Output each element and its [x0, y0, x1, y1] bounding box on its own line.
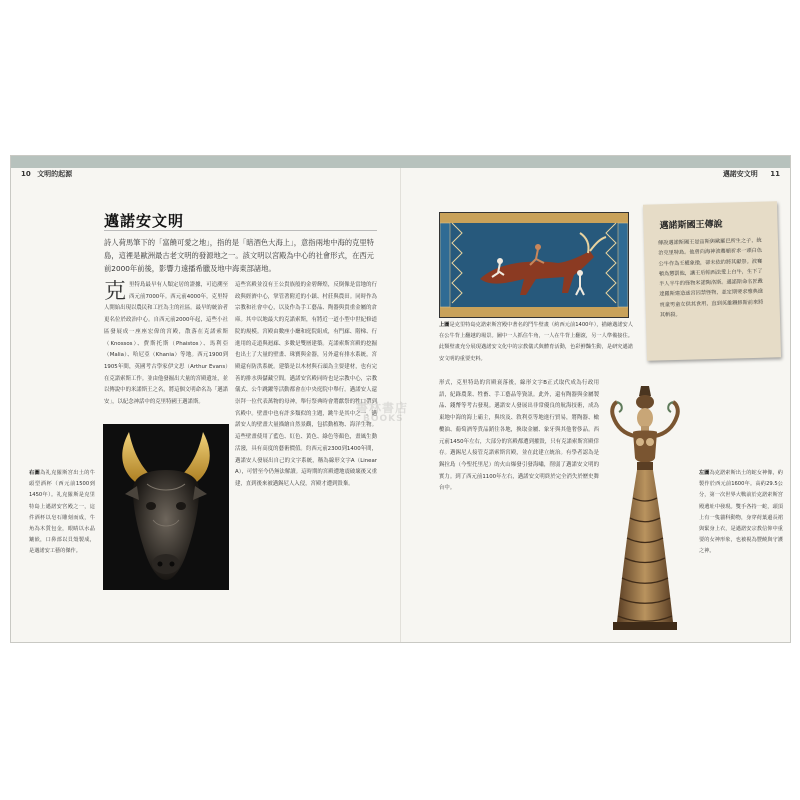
snake-goddess-image — [603, 378, 687, 634]
right-page-number: 11 — [770, 170, 780, 178]
sidebar-text: 傳說邁諾斯國王是宙斯與歐羅巴所生之子，統治克里特島。他曾向海神波賽頓祈求一頭白色公牛作為王權象徵，卻未依約將其獻祭。波賽頓為懲罰他，讓王后帕西法愛上白牛，生下了半人半牛的怪物米諾陶洛斯。邁諾斯命名匠戴達羅斯建造迷宮囚禁怪物，並定期要求雅典進貢童男童女供其食用，直到英雄鐵修斯前來將其斬殺。 — [657, 237, 764, 319]
column-3-text: 形式，克里特島的宮殿衰落後，線形文字B正式取代成為行政用語，紀錄農業、牲畜、手工藝品等資訊。此外，還有陶器與金屬製品、錢幣等考古發現。邁諾安人發展出非常優良的航海技術，成為東地中海的海上霸主，與埃及、敘利亞等地進行貿易，將陶器、橄欖油、葡萄酒等貨品銷往各地，換取金屬、象牙與其他奢侈品。西元前1450年左右，大部分的宮殿都遭到摧毀，只有克諾索斯宮殿倖存。邁錫尼人接管克諾索斯宮殿，並在此建立統治。有學者認為是錫拉島（今聖托里尼）的火山爆發引發海嘯，削弱了邁諾安文明的實力。到了西元前1100年左右，邁諾安文明終於完全消失於歷史舞台中。 — [439, 380, 599, 492]
drop-cap: 克 — [104, 280, 127, 304]
bull-caption — [29, 468, 95, 590]
bull-head-illustration — [103, 424, 229, 590]
left-page-number: 10 — [21, 170, 31, 178]
article-title: 邁諾安文明 — [104, 212, 185, 230]
column-2-text: 這些宮殿並沒有王公貴族般的金碧輝煌，反倒像是當地的行政與經濟中心，掌管著附近的小鎮、村莊與農田。同時作為宗教和社會中心，以及作為手工藝品、陶器與貴重金屬的倉庫。其中以地最大的克諾索斯，有將近一道小型中世紀修道院的規模。宮殿由數座小廳和庭院組成，有門廊、階梯、行進用的走道與迴廊、多數是雙層建築。克諾索斯宮殿的挖掘也出土了大量的壁畫、珠寶與金器，另外還有排水系統，宮殿還有防洪系統。建築是以木材與石頭為主要建材，也有完善的排水與儲藏空間。邁諾安宮殿同時也是宗教中心，宗教儀式、公牛跳躍等活動都會在中央庭院中舉行。邁諾安人還崇拜一位代表萬物的母神，舉行祭典時會將獻祭的牲口帶到宮殿中。壁畫中也有許多類似的主題，跳牛是其中之一。邁諾安人的壁畫大量描繪自然景觀，包括動植物、海洋生物。這些壁畫使用了藍色、紅色、黃色、綠色等顏色，畫風生動活潑，具有高度的藝術價值。約西元前2300到1400年間，邁諾安人發展出自己的文字系統，稱為線形文字A（Linear A），可惜至今仍無法解讀。這時期的宮殿遭地震破壞後又重建，直到後來被邁錫尼人入侵，宮殿才遭到毀棄。 — [235, 282, 377, 487]
fresco-caption — [439, 320, 633, 366]
right-header — [723, 170, 780, 179]
snake-goddess-caption — [699, 468, 783, 628]
bull-head-rhyton-image — [103, 424, 229, 590]
snake-goddess-illustration — [603, 378, 687, 634]
fresco-illustration — [440, 213, 628, 317]
fresco-caption-text: 是克里特島克諾索斯宮殿中著名的鬥牛壁畫（約西元前1400年），描繪邁諾安人在公牛背上翻越的場景。圖中一人抓住牛角，一人在牛背上翻滾，另一人準備接住。此類壁畫充分展現邁諾安文化中的宗教儀式與體育活動，色彩鮮豔生動，是研究邁諾安文明的重要史料。 — [439, 322, 633, 362]
sidebar-title: 邁諾斯國王傳說 — [659, 219, 723, 232]
bull-caption-text: 為礼克羅斯宮出土的牛頭型酒杯（西元前1500到1450年）。礼克羅斯是克里特島上邁諾安宮殿之一，這件酒杯以皂石雕刻而成，牛角為木質包金，眼睛以水晶鑲嵌，口鼻部以貝殼製成，是邁諾安工藝的傑作。 — [29, 470, 95, 555]
fresco-caption-label: 上圖 — [439, 322, 450, 328]
article-intro: 詩人荷馬筆下的「富饒可愛之地」，指的是「暗酒色大海上」，意指兩地中海的克里特島，這裡是歐洲最古老文明的發源地之一。該文明以宮殿為中心的社會形式，在西元前2000年前後，影響力遠播希臘及地中海東部諸地。 — [104, 238, 374, 273]
watermark-2: BOOKS — [363, 414, 404, 424]
king-minos-sidebar — [643, 201, 781, 360]
text-column-2 — [235, 280, 377, 624]
goddess-caption-label: 左圖 — [699, 470, 710, 476]
book-spread — [10, 155, 791, 643]
title-divider — [104, 230, 377, 231]
bull-caption-label: 右圖 — [29, 470, 41, 476]
goddess-caption-text: 為克諾索斯出土的蛇女神像，約製作於西元前1600年。高約29.5公分，第一次世界大戰前於克諾索斯宮殿遺址中發現。雙手各持一蛇，頭頂上有一隻貓科動物，身穿荷葉邊長裙與緊身上衣，是邁諾安宗教信仰中重要的女神形象，也被視為豐饒與守護之神。 — [699, 470, 783, 555]
left-header — [21, 170, 72, 179]
bull-leaping-fresco-image — [439, 212, 629, 318]
watermark-1: 書林書店 — [356, 401, 409, 415]
left-section-title: 文明的起源 — [37, 170, 73, 178]
text-column-1 — [104, 280, 228, 412]
column-1-text: 里特島最早有人類定居的證據，可追溯至西元前7000年。西元前4000年，克里特人開始出現以農民和工匠為主的社區。最早的統治者更名位於政治中心。自西元前2000年起，這些小社區發展成一座座宏偉的宮殿，散落在克諾索斯（Knossos）、費斯托斯（Phaistos）、馬利亞（Malia）、哈尼亞（Khania）等地。西元1900到1905年間，英國考古學家伊文思（Arthur Evans）在克諾索斯工作。並由他發掘出大量的宮殿遺址，並以傳說中的米諾斯王之名，將這個文明命名為「邁諾安」，以紀念神話中的克里特國王邁諾斯。 — [104, 282, 228, 406]
text-column-3 — [439, 378, 599, 630]
right-section-title: 邁諾安文明 — [722, 170, 758, 178]
header-bar — [11, 156, 790, 168]
